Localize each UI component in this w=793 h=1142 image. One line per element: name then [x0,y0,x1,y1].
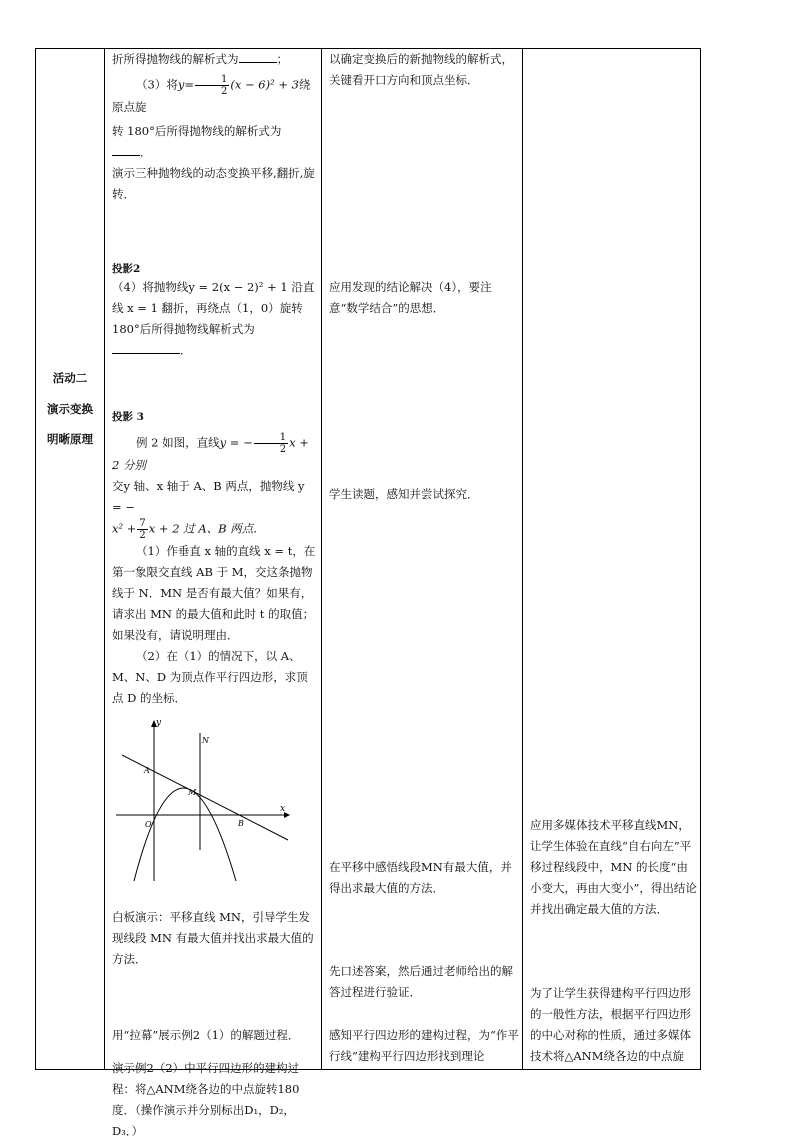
example-2-line1: 例 2 如图，直线y = − $\frac{1}{2}$ x + 2 分别 [112,432,309,472]
problem-3-line2: 转 180°后所得抛物线的解析式为 [112,124,282,138]
construction-demo-text: 演示例2（2）中平行四边形的建构过程：将△ANM绕各边的中点旋转180度．（操作演示并分别标出D₁，D₂，D₃．） [112,1061,300,1138]
question-1: （1）作垂直 x 轴的直线 x = t，在第一象限交直线 AB 于 M，交这条抛物线于 N．MN 是否有最大值？如果有，请求出 MN 的最大值和此时 t 的取值；如果没有，请说明理由． [112,544,316,642]
activity-label-line3: 明晰原理 [47,432,93,446]
activity-label: 活动二 [52,371,88,385]
parabola-curve [134,788,236,881]
example-2-line2: 交y 轴、x 轴于 A、B 两点，抛物线 y = − [112,479,305,514]
projection-2-title: 投影2 [112,263,141,275]
problem-4: （4）将抛物线y = 2(x − 2)² + 1 沿直线 x = 1 翻折，再绕点（1，0）旋转 180°后所得抛物线解析式为． [112,280,315,357]
column-divider-2 [321,49,322,1069]
problem-3-line3: ． [112,142,317,163]
student-text-1: 以确定变换后的新抛物线的解析式，关键看开口方向和顶点坐标． [329,52,513,87]
label-b: B [238,819,244,828]
whiteboard-demo-text: 白板演示：平移直线 MN，引导学生发现线段 MN 有最大值并找出求最大值的方法． [112,910,314,966]
student-text-6: 感知平行四边形的建构过程，为“作平行线”建构平行四边形找到理论 [329,1028,519,1063]
parabola-figure [112,715,292,885]
fraction: $\frac{1}{2}$ [254,432,288,455]
label-y: y [156,718,162,728]
student-text-4: 在平移中感悟线段MN有最大值，并得出求最大值的方法． [329,860,512,895]
activity-label-line2: 演示变换 [47,402,93,416]
lesson-table [35,48,701,1138]
student-column [329,49,519,1063]
fraction: $\frac{7}{2}$ [139,518,146,541]
answer-blank [239,50,277,63]
projection-3-title: 投影 3 [112,411,144,423]
label-o: O [145,820,152,829]
label-n: N [202,736,209,745]
problem-2-tail: 折所得抛物线的解析式为 ； [112,52,288,66]
design-text-1: 应用多媒体技术平移直线MN，让学生体验在直线“自右向左”平移过程线段中，MN 的长度“由小变大，再由大变小”，得出结论并找出确定最大值的方法． [530,818,697,916]
fraction: $\frac{1}{2}$ [195,74,229,97]
column-divider-3 [522,49,523,1069]
problem-3: （3）将y= $\frac{1}{2}$ (x − 6)² + 3绕原点旋 [112,74,311,114]
label-m: M [188,788,197,797]
label-a: A [144,766,150,775]
demo-transform-text: 演示三种抛物线的动态变换平移,翻折,旋转． [112,166,315,201]
column-divider-1 [104,49,105,1069]
design-text-2: 为了让学生获得建构平行四边形的一般性方法，根据平行四边形的中心对称的性质，通过多媒体技术将△ANM绕各边的中点旋 [530,986,691,1063]
student-text-5: 先口述答案，然后通过老师给出的解答过程进行验证． [329,964,513,999]
student-text-2: 应用发现的结论解决（4），要注意“数学结合”的思想． [329,280,492,315]
student-text-3: 学生读题，感知并尝试探究． [329,487,479,501]
question-2: （2）在（1）的情况下，以 A、M、N、D 为顶点作平行四边形，求顶点 D 的坐标． [112,649,308,705]
label-x: x [280,804,286,814]
teacher-column [112,49,317,1142]
answer-blank [112,341,180,354]
curtain-demo-text: 用“拉幕”展示例2（1）的解题过程． [112,1028,300,1042]
example-2-line3: x² + $\frac{7}{2}$ x + 2 过 A、B 两点． [112,518,265,541]
answer-blank [112,143,140,156]
